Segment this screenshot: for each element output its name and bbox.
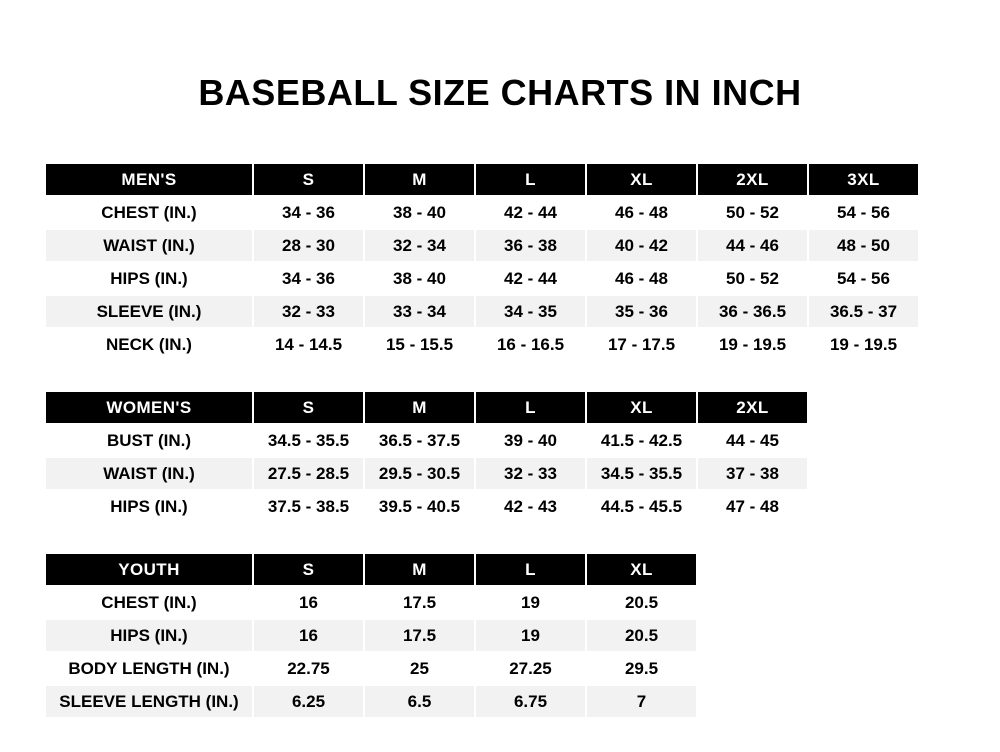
column-header: L [475, 553, 586, 586]
table-cell: 44.5 - 45.5 [586, 490, 697, 523]
page-title: BASEBALL SIZE CHARTS IN INCH [198, 72, 802, 113]
column-header: L [475, 163, 586, 196]
table-cell: 15 - 15.5 [364, 328, 475, 361]
column-header: M [364, 391, 475, 424]
row-label: CHEST (IN.) [45, 586, 253, 619]
table-cell: 44 - 46 [697, 229, 808, 262]
table-cell: 34 - 36 [253, 262, 364, 295]
table-row [45, 229, 919, 262]
table-row [45, 295, 919, 328]
row-label: BODY LENGTH (IN.) [45, 652, 253, 685]
table-cell: 32 - 33 [475, 457, 586, 490]
table-row [45, 424, 808, 457]
table-cell: 34.5 - 35.5 [253, 424, 364, 457]
table-cell: 42 - 44 [475, 196, 586, 229]
column-header: 2XL [697, 391, 808, 424]
table-cell: 32 - 33 [253, 295, 364, 328]
table-cell: 20.5 [586, 586, 697, 619]
row-label: SLEEVE (IN.) [45, 295, 253, 328]
column-header: WOMEN'S [45, 391, 253, 424]
table-cell: 54 - 56 [808, 262, 919, 295]
column-header: YOUTH [45, 553, 253, 586]
womens-size-table [44, 390, 809, 524]
table-cell: 6.5 [364, 685, 475, 718]
table-cell: 17.5 [364, 619, 475, 652]
table-cell: 14 - 14.5 [253, 328, 364, 361]
table-cell: 28 - 30 [253, 229, 364, 262]
column-header: XL [586, 163, 697, 196]
table-cell: 27.5 - 28.5 [253, 457, 364, 490]
table-cell: 48 - 50 [808, 229, 919, 262]
table-cell: 16 - 16.5 [475, 328, 586, 361]
table-row [45, 586, 697, 619]
table-cell: 27.25 [475, 652, 586, 685]
table-cell: 41.5 - 42.5 [586, 424, 697, 457]
table-cell: 33 - 34 [364, 295, 475, 328]
column-header: 2XL [697, 163, 808, 196]
table-cell: 47 - 48 [697, 490, 808, 523]
table-cell: 19 [475, 586, 586, 619]
table-cell: 38 - 40 [364, 196, 475, 229]
table-cell: 32 - 34 [364, 229, 475, 262]
table-cell: 40 - 42 [586, 229, 697, 262]
table-cell: 17 - 17.5 [586, 328, 697, 361]
row-label: WAIST (IN.) [45, 457, 253, 490]
column-header: M [364, 163, 475, 196]
table-row [45, 685, 697, 718]
table-cell: 17.5 [364, 586, 475, 619]
column-header: S [253, 391, 364, 424]
table-cell: 37 - 38 [697, 457, 808, 490]
table-cell: 19 [475, 619, 586, 652]
column-header: L [475, 391, 586, 424]
table-cell: 6.75 [475, 685, 586, 718]
table-row [45, 490, 808, 523]
table-cell: 34.5 - 35.5 [586, 457, 697, 490]
table-cell: 16 [253, 619, 364, 652]
table-header-row [45, 391, 808, 424]
column-header: XL [586, 553, 697, 586]
table-cell: 34 - 35 [475, 295, 586, 328]
row-label: SLEEVE LENGTH (IN.) [45, 685, 253, 718]
row-label: CHEST (IN.) [45, 196, 253, 229]
table-cell: 42 - 43 [475, 490, 586, 523]
table-cell: 46 - 48 [586, 196, 697, 229]
table-header-row [45, 553, 697, 586]
table-cell: 37.5 - 38.5 [253, 490, 364, 523]
mens-size-table [44, 162, 920, 362]
table-cell: 39 - 40 [475, 424, 586, 457]
column-header: M [364, 553, 475, 586]
table-cell: 50 - 52 [697, 196, 808, 229]
youth-size-table [44, 552, 698, 719]
table-row [45, 196, 919, 229]
table-cell: 16 [253, 586, 364, 619]
row-label: HIPS (IN.) [45, 262, 253, 295]
table-row [45, 652, 697, 685]
row-label: BUST (IN.) [45, 424, 253, 457]
table-cell: 29.5 [586, 652, 697, 685]
table-cell: 50 - 52 [697, 262, 808, 295]
table-cell: 36 - 36.5 [697, 295, 808, 328]
column-header: S [253, 163, 364, 196]
table-row [45, 262, 919, 295]
table-cell: 46 - 48 [586, 262, 697, 295]
table-cell: 25 [364, 652, 475, 685]
row-label: WAIST (IN.) [45, 229, 253, 262]
row-label: NECK (IN.) [45, 328, 253, 361]
table-row [45, 328, 919, 361]
table-cell: 6.25 [253, 685, 364, 718]
column-header: XL [586, 391, 697, 424]
row-label: HIPS (IN.) [45, 490, 253, 523]
table-cell: 36.5 - 37 [808, 295, 919, 328]
table-cell: 19 - 19.5 [808, 328, 919, 361]
table-cell: 29.5 - 30.5 [364, 457, 475, 490]
tables-container [0, 162, 1000, 719]
row-label: HIPS (IN.) [45, 619, 253, 652]
table-cell: 42 - 44 [475, 262, 586, 295]
table-cell: 36 - 38 [475, 229, 586, 262]
table-cell: 44 - 45 [697, 424, 808, 457]
column-header: MEN'S [45, 163, 253, 196]
column-header: S [253, 553, 364, 586]
table-header-row [45, 163, 919, 196]
column-header: 3XL [808, 163, 919, 196]
table-cell: 34 - 36 [253, 196, 364, 229]
table-cell: 36.5 - 37.5 [364, 424, 475, 457]
table-cell: 20.5 [586, 619, 697, 652]
table-cell: 19 - 19.5 [697, 328, 808, 361]
table-row [45, 619, 697, 652]
table-cell: 54 - 56 [808, 196, 919, 229]
table-cell: 7 [586, 685, 697, 718]
table-cell: 22.75 [253, 652, 364, 685]
table-cell: 38 - 40 [364, 262, 475, 295]
table-cell: 35 - 36 [586, 295, 697, 328]
table-row [45, 457, 808, 490]
table-cell: 39.5 - 40.5 [364, 490, 475, 523]
